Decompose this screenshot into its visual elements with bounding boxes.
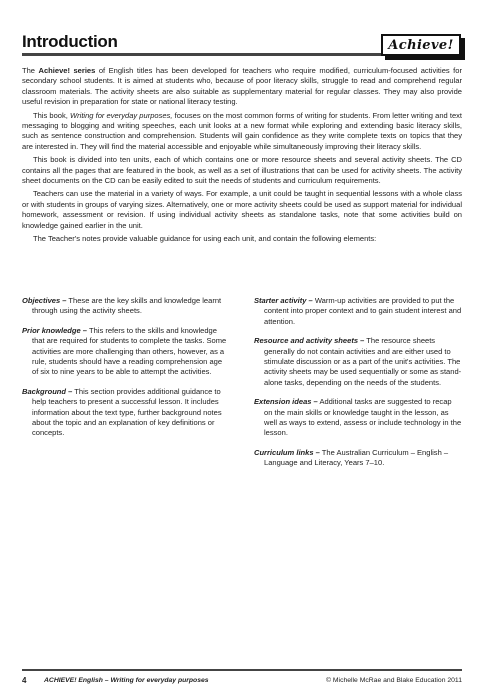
element-desc: This refers to the skills and knowledge that are required for students to complete the tasks. Some activities are more challenging than others, however, as a rule, students should have a reading comprehension age of six to nine years to be able to attempt the activities. bbox=[32, 325, 227, 377]
logo-text: Achieve! bbox=[388, 37, 454, 53]
elements-right-column bbox=[254, 296, 462, 478]
element-term: Curriculum links – bbox=[254, 447, 320, 457]
intro-paragraph-3: This book is divided into ten units, each of which contains one or more resource sheets and several activity sheets. The CD contains all the pages that are featured in the book, as well as a set of illustrations that can be used for activity sheets. The activity sheet documents on the CD can be easily edited to suit the needs of students and curriculum requirements. bbox=[22, 155, 462, 186]
element-curriculum-links bbox=[254, 448, 462, 469]
element-desc: This section provides additional guidance to help teachers to present a successful lesson. It includes information about the text type, further background notes about the topic and an explanation of key definitions or concepts. bbox=[32, 386, 222, 438]
intro-paragraph-2 bbox=[22, 111, 462, 153]
element-term: Prior knowledge – bbox=[22, 325, 88, 335]
footer-copyright: © Michelle McRae and Blake Education 2011 bbox=[326, 677, 462, 684]
footer bbox=[22, 676, 462, 685]
p1-pre: The bbox=[22, 66, 39, 75]
element-term: Resource and activity sheets – bbox=[254, 336, 365, 346]
element-prior-knowledge bbox=[22, 326, 230, 378]
element-extension-ideas bbox=[254, 397, 462, 439]
element-resource-sheets bbox=[254, 336, 462, 388]
elements-left-column bbox=[22, 296, 230, 478]
element-background bbox=[22, 387, 230, 439]
book-title: Writing for everyday purposes, bbox=[70, 110, 173, 120]
element-term: Starter activity – bbox=[254, 296, 313, 305]
element-desc: The Australian Curriculum – English – Language and Literacy, Years 7–10. bbox=[264, 447, 449, 468]
achieve-logo bbox=[381, 34, 461, 56]
p2-post: focuses on the most common forms of writing for students. From letter writing and text messaging to blogging and writing speeches, each unit looks at a new format while exploring and extending basic literacy skills, such as sentence construction and comprehension. Students will gain confidence as they write complete texts on topics that they are interested in. They will find the material accessible and enjoyable while simultaneously improving their literacy skills. bbox=[22, 110, 463, 151]
element-term: Objectives – bbox=[22, 296, 67, 305]
series-name: Achieve! series bbox=[38, 66, 96, 75]
intro-paragraph-5: The Teacher's notes provide valuable guidance for using each unit, and contain the following elements: bbox=[33, 234, 377, 244]
element-desc: The resource sheets generally do not contain activities and are either used to stimulate discussion or as a part of the unit's activities. The activity sheets may be used sequentially or some as stand-alone tasks, depending on the needs of the students. bbox=[264, 336, 462, 387]
intro-paragraph-1 bbox=[22, 66, 462, 108]
element-desc: These are the key skills and knowledge learnt through using the activity sheets. bbox=[32, 296, 222, 316]
element-term: Extension ideas – bbox=[254, 397, 318, 407]
element-term: Background – bbox=[22, 386, 73, 396]
element-objectives bbox=[22, 296, 230, 317]
page-title: Introduction bbox=[22, 32, 118, 51]
element-starter-activity bbox=[254, 296, 462, 327]
element-desc: Additional tasks are suggested to recap on the main skills or knowledge taught in the lesson, as well as ways to extend, assess or include technology in the lesson. bbox=[264, 397, 462, 438]
page-number: 4 bbox=[22, 676, 27, 685]
p1-post: of English titles has been developed for teachers who require modified, curriculum-focused activities for secondary school students. It is aimed at students who, because of poor literacy skills, struggle to read and comprehend regular classroom materials. The activity sheets are also suitable as supplementary material for regular classes. They may also provide useful revision in preparation for state or national literacy testing. bbox=[22, 66, 462, 107]
p2-pre: This book, bbox=[33, 110, 70, 120]
footer-rule bbox=[22, 669, 462, 671]
intro-paragraph-4: Teachers can use the material in a variety of ways. For example, a unit could be taught in sequential lessons with a whole class or with students in groups of varying sizes. Alternatively, one or more activity sheets could be used as support material for individual homework, assessment or revision. If using individual activity sheets as standalone tasks, note that some activities build on knowledge gained earlier in the unit. bbox=[22, 189, 462, 230]
footer-series: ACHIEVE! English – Writing for everyday purposes bbox=[44, 677, 209, 684]
element-desc: Warm-up activities are provided to put the content into proper context and to gain student interest and attention. bbox=[264, 296, 462, 326]
intro-text bbox=[22, 66, 462, 248]
elements-columns bbox=[22, 296, 462, 478]
